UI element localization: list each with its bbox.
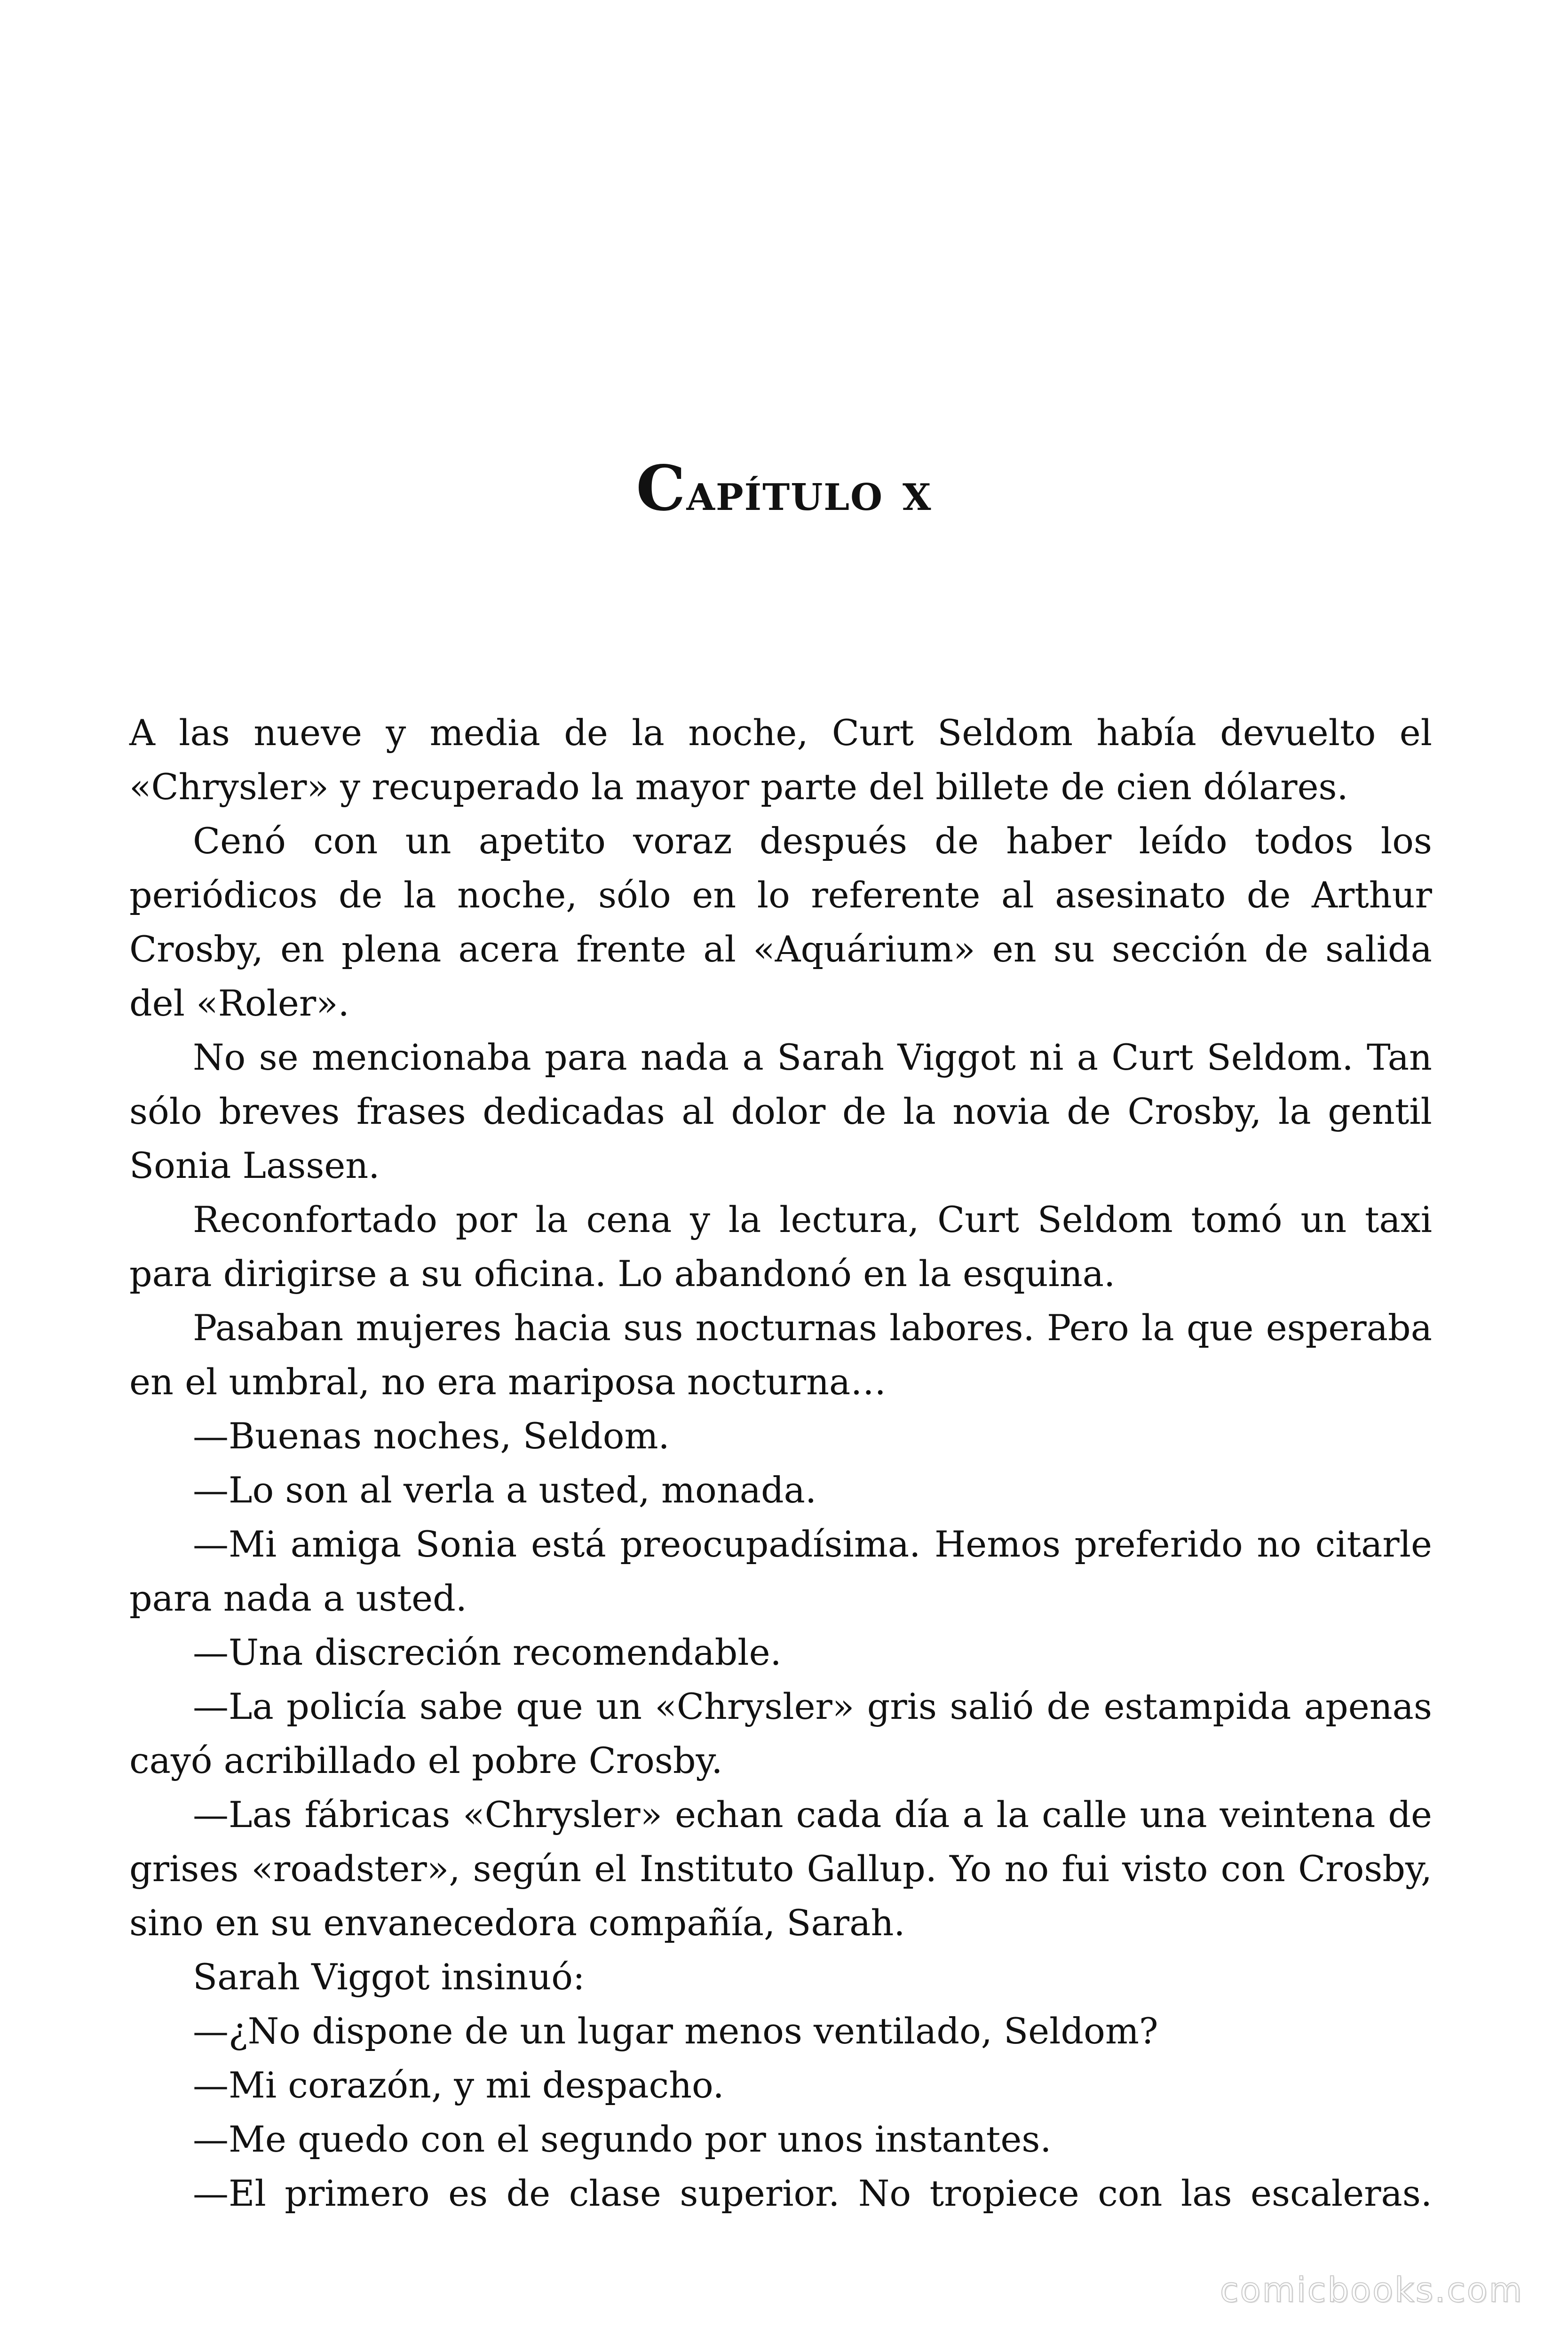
dialogue-line: —¿No dispone de un lugar menos ventilado, Seldom?: [193, 2010, 1158, 2052]
paragraph: Reconfortado por la cena y la lectura, Curt Seldom tomó un taxi para dirigirse a su oficina. Lo abandonó en la esquina.: [129, 1199, 1432, 1295]
chapter-title-rest: apítulo x: [686, 461, 932, 523]
watermark: comicbooks.com: [1220, 2270, 1523, 2310]
paragraph: No se mencionaba para nada a Sarah Viggot ni a Curt Seldom. Tan sólo breves frases dedicadas al dolor de la novia de Crosby, la gentil Sonia Lassen.: [129, 1036, 1432, 1186]
chapter-title: [0, 452, 1568, 526]
dialogue-line: —Me quedo con el segundo por unos instantes.: [193, 2118, 1052, 2160]
body-text: [129, 706, 1432, 2220]
dialogue-line: —Mi corazón, y mi despacho.: [193, 2064, 724, 2106]
dialogue-line: —Mi amiga Sonia está preocupadísima. Hemos preferido no citarle para nada a usted.: [129, 1523, 1432, 1619]
dialogue-line: —Una discreción recomendable.: [193, 1631, 782, 1673]
dialogue-line: —El primero es de clase superior. No tropiece con las escaleras.: [193, 2172, 1432, 2214]
dialogue-line: —Lo son al verla a usted, monada.: [193, 1469, 817, 1511]
chapter-title-initial: C: [636, 452, 687, 525]
dialogue-line: —Las fábricas «Chrysler» echan cada día a la calle una veintena de grises «roadster», según el Instituto Gallup. Yo no fui visto con Crosby, sino en su envanecedora compañía, Sarah.: [129, 1794, 1432, 1944]
paragraph: Cenó con un apetito voraz después de haber leído todos los periódicos de la noche, sólo en lo referente al asesinato de Arthur Crosby, en plena acera frente al «Aquárium» en su sección de salida del «Roler».: [129, 820, 1432, 1024]
paragraph: A las nueve y media de la noche, Curt Seldom había devuelto el «Chrysler» y recuperado la mayor parte del billete de cien dólares.: [129, 712, 1432, 808]
dialogue-line: —Buenas noches, Seldom.: [193, 1415, 670, 1457]
paragraph: Sarah Viggot insinuó:: [193, 1956, 585, 1998]
paragraph: Pasaban mujeres hacia sus nocturnas labores. Pero la que esperaba en el umbral, no era mariposa nocturna…: [129, 1307, 1432, 1403]
dialogue-line: —La policía sabe que un «Chrysler» gris salió de estampida apenas cayó acribillado el pobre Crosby.: [129, 1685, 1432, 1781]
